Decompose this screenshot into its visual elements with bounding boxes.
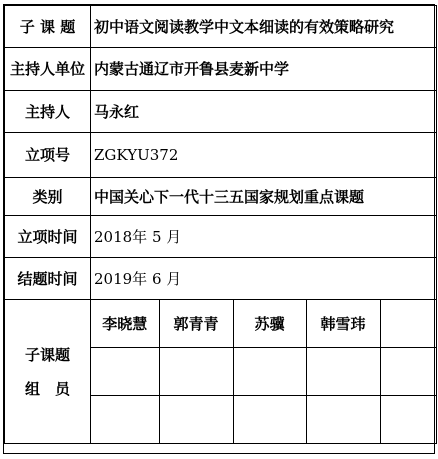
project-number-label: 立项号 [5,133,91,178]
empty-cell [159,396,233,444]
members-empty-row [91,348,437,396]
host-unit-value: 内蒙古通辽市开鲁县麦新中学 [91,48,437,91]
empty-cell [306,396,380,444]
host-value: 马永红 [91,91,437,133]
member-name: 李晓慧 [91,300,159,348]
empty-cell [380,396,437,444]
empty-cell [159,348,233,396]
subtopic-label: 子 课 题 [5,6,91,48]
category-label: 类别 [5,178,91,216]
category-value: 中国关心下一代十三五国家规划重点课题 [91,178,437,216]
project-info-sheet [3,4,435,454]
row-subtopic [5,6,437,48]
members-grid [91,300,437,443]
subtopic-value: 初中语文阅读教学中文本细读的有效策略研究 [91,6,437,48]
member-name: 郭青青 [159,300,233,348]
row-approval-date [5,216,437,258]
members-grid-cell [91,300,437,444]
approval-date-label: 立项时间 [5,216,91,258]
completion-date-value: 2019年 6 月 [91,258,437,300]
members-empty-row [91,396,437,444]
row-project-number [5,133,437,178]
host-unit-label: 主持人单位 [5,48,91,91]
member-name: 苏骥 [233,300,306,348]
row-category [5,178,437,216]
host-label: 主持人 [5,91,91,133]
member-name [380,300,437,348]
empty-cell [233,348,306,396]
empty-cell [380,348,437,396]
members-label-line1: 子课题 [24,345,70,364]
row-host [5,91,437,133]
members-name-row [91,300,437,348]
empty-cell [91,396,159,444]
approval-date-value: 2018年 5 月 [91,216,437,258]
members-label [5,300,91,444]
row-completion-date [5,258,437,300]
members-label-line2: 组 员 [24,379,70,398]
project-number-value: ZGKYU372 [91,133,437,178]
project-info-table [4,5,437,444]
empty-cell [91,348,159,396]
empty-cell [306,348,380,396]
empty-cell [233,396,306,444]
completion-date-label: 结题时间 [5,258,91,300]
member-name: 韩雪玮 [306,300,380,348]
row-host-unit [5,48,437,91]
row-members [5,300,437,444]
